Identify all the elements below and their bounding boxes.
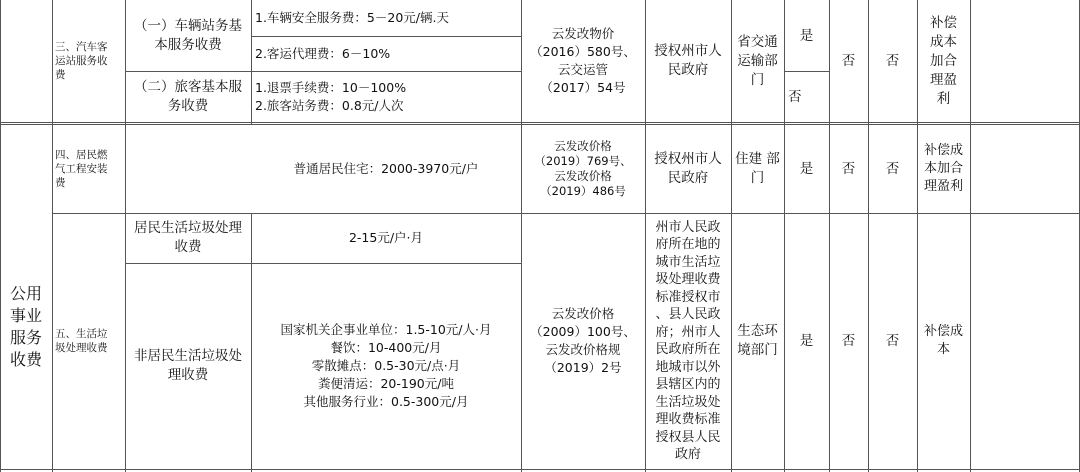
flag1-gas: 是: [799, 161, 814, 177]
flag1-garbage: 是: [799, 333, 814, 349]
grid-line: [970, 0, 971, 472]
sub-vehicle-service: （一）车辆站务基 本服务收费: [134, 17, 242, 53]
basis-bus-station: 云发改物价 （2016）580号、 云交运管 （2017）54号: [530, 26, 636, 95]
basis-gas: 云发改价格 （2019）769号、 云发改价格 （2019）486号: [534, 139, 632, 198]
std-gas: 普通居民住宅：2000-3970元/户: [293, 161, 479, 176]
flag3-garbage: 否: [885, 333, 900, 349]
sub-resident-garbage: 居民生活垃圾处理 收费: [134, 220, 242, 255]
authority-garbage: 州市人民政 府所在地的 城市生活垃 圾处理收费 标准授权市 、县人民政 府；州市人 民政府所在 地城市以外 县辖区内的 生活垃圾处 理收费标准 授权县人民 政府: [655, 219, 721, 462]
flag2-garbage: 否: [841, 333, 856, 349]
std-vehicle-safety: 1.车辆安全服务费：5－20元/辆.天: [255, 10, 449, 25]
category-cell: 公用 事业 服务 收费: [9, 283, 42, 369]
std-resident-garbage: 2-15元/户·月: [348, 230, 424, 245]
flag1-bus-station-top: 是: [799, 27, 814, 44]
principle-garbage: 补偿成 本: [923, 324, 963, 357]
dept-garbage: 生态环 境部门: [737, 323, 778, 358]
authority-gas: 授权州市人 民政府: [654, 151, 722, 186]
sub-nonresident-garbage: 非居民生活垃圾处 理收费: [134, 348, 242, 383]
std-agency-fee: 2.客运代理费：6－10%: [255, 45, 391, 61]
flag2-gas: 否: [841, 161, 856, 177]
authority-bus-station: 授权州市人 民政府: [654, 43, 722, 78]
dept-gas: 住建 部 门: [735, 151, 780, 186]
flag2-bus-station: 否: [841, 53, 856, 69]
std-passenger-fees: 1.退票手续费：10－100% 2.旅客站务费：0.8元/人次: [255, 79, 407, 113]
flag3-bus-station: 否: [885, 53, 900, 69]
item-bus-station: 三、汽车客 运站服务收 费: [55, 41, 108, 81]
sub-passenger-service: （二）旅客基本服 务收费: [134, 78, 242, 114]
flag3-gas: 否: [885, 161, 900, 177]
grid-line: [0, 469, 1080, 470]
principle-gas: 补偿成 本加合 理盈利: [923, 143, 963, 194]
principle-bus-station: 补偿 成本 加合 理盈 利: [930, 14, 957, 107]
flag1-bus-station-bottom: 否: [788, 88, 802, 105]
item-gas: 四、居民燃 气工程安装 费: [55, 149, 108, 189]
item-garbage: 五、生活垃 圾处理收费: [55, 328, 108, 354]
std-nonresident-garbage: 国家机关企事业单位：1.5-10元/人·月 餐饮：10-400元/月 零散摊点：0.5-30元/点·月 粪便清运：20-190元/吨 其他服务行业：0.5-300元/月: [280, 322, 492, 409]
dept-bus-station: 省交通 运输部 门: [737, 33, 778, 88]
basis-garbage: 云发改价格 （2009）100号、 云发改价格规 （2019）2号: [530, 306, 636, 375]
